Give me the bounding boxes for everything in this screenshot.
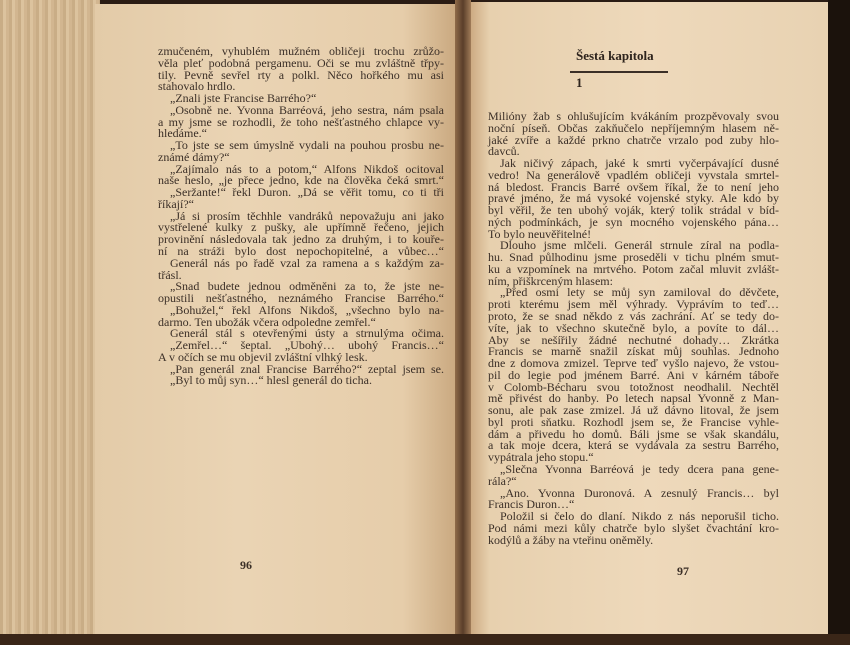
text-line: víte, jak to všechno skutečně bylo, a povíte to dál… bbox=[488, 320, 779, 335]
page-number-left: 96 bbox=[240, 558, 252, 572]
paragraph bbox=[158, 140, 444, 164]
text-line: hledáme.“ bbox=[158, 126, 207, 141]
bottom-edge bbox=[0, 634, 850, 645]
text-line: dne z domova zmizel. Teprve teď vyšlo najevo, že vstou- bbox=[488, 356, 779, 371]
text-line: „Zemřel…“ šeptal. „Ubohý… ubohý Francis…“ bbox=[170, 338, 444, 353]
text-line: noční píseň. Občas zakňučelo nepříjemným hlasem ně- bbox=[488, 120, 779, 135]
text-line: pravé jméno, že má vysoké vojenské styky. Ale kdo by bbox=[488, 191, 779, 206]
paragraph bbox=[158, 340, 444, 364]
paragraph bbox=[158, 161, 444, 188]
text-line: „Zajímalo nás to a potom,“ Alfons Nikdoš ocitoval bbox=[170, 161, 444, 176]
text-line: kodýlů a žáby na vteřinu oněměly. bbox=[488, 532, 654, 547]
left-page-text bbox=[158, 46, 444, 387]
paragraph bbox=[158, 302, 444, 329]
paragraph bbox=[158, 375, 444, 387]
text-line: a tak moje dcera, která se vydávala za sestru Barrého, bbox=[488, 438, 779, 453]
right-page-text bbox=[488, 111, 779, 546]
text-line: opustili nešťastného, neznámého Francise Barrého.“ bbox=[158, 291, 444, 306]
paragraph bbox=[488, 511, 779, 546]
text-line: Aby se nešířily žádné nechutné dohady… Zkrátka bbox=[488, 332, 779, 347]
text-line: ná bledost. Francis Barré ovšem říkal, že to není jeho bbox=[488, 179, 779, 194]
text-line: stahovalo hrdlo. bbox=[158, 79, 236, 94]
page-stack bbox=[0, 0, 100, 635]
text-line: „Osobně ne. Yvonna Barréová, jeho sestra, nám psala bbox=[170, 102, 444, 117]
text-line: věla pleť podobná pergamenu. Oči se mu zvláštně třpy- bbox=[158, 55, 444, 70]
paragraph bbox=[158, 208, 444, 259]
text-line: Jak ničivý zápach, jaké k smrti vyčerpávající dusné bbox=[500, 156, 779, 171]
text-line: sonu, ale pak zase zmizel. Já už dávno litoval, že jsem bbox=[488, 403, 779, 418]
text-line: tily. Pevně sevřel rty a polkl. Něco hořkého mu asi bbox=[158, 67, 444, 82]
text-line: vedro! Na generálově vpadlém obličeji vyvstala smrtel- bbox=[488, 167, 779, 182]
text-line: „Znali jste Francise Barrého?“ bbox=[170, 91, 317, 106]
text-line: třásl. bbox=[158, 267, 182, 282]
chapter-title: Šestá kapitola bbox=[576, 48, 654, 63]
text-line: proti kterému jsem měl výhrady. Vyprávím to teď… bbox=[488, 297, 779, 312]
text-line: mě přivést do hanby. Po letech napsal Yvonně z Man- bbox=[488, 391, 779, 406]
book-gutter bbox=[455, 0, 471, 640]
text-line: proto, že se snad někdo z vás zachrání. Ať se tedy do- bbox=[488, 309, 779, 324]
text-line: v Colomb-Bécharu svou totožnost neodhalil. Nechtěl bbox=[488, 379, 779, 394]
text-line: Milióny žab s ohlušujícím kvákáním prozpěvovaly svou bbox=[488, 109, 779, 123]
text-line: říkají?“ bbox=[158, 196, 194, 211]
paragraph bbox=[488, 111, 779, 158]
text-line: „Bohužel,“ řekl Alfons Nikdoš, „všechno bylo na- bbox=[170, 302, 444, 317]
text-line: Položil si čelo do dlaní. Nikdo z nás neporušil ticho. bbox=[500, 509, 779, 524]
text-line: „Byl to můj syn…“ hlesl generál do ticha. bbox=[170, 373, 372, 388]
text-line: jaké zvíře a každé prkno chatrče vrzalo pod zuby hlo- bbox=[488, 132, 779, 147]
text-line: „Já si prosím těchhle vandráků nepovažuju ani jako bbox=[170, 208, 444, 223]
paragraph bbox=[488, 461, 779, 488]
paragraph bbox=[158, 187, 444, 211]
text-line: Generál stál s otevřenými ústy a strnulýma očima. bbox=[170, 326, 444, 341]
text-line: „Pan generál znal Francise Barrého?“ zeptal jsem se. bbox=[170, 361, 444, 376]
paragraph bbox=[488, 485, 779, 512]
text-line: byl věřil, že ten ubohý voják, který tolik strádal v bíd- bbox=[488, 203, 779, 218]
text-line: vypátrala jeho stopu.“ bbox=[488, 450, 594, 465]
text-line: provinění následovala tak jedno za druhým, i to kouře- bbox=[158, 232, 444, 247]
text-line: „Před osmi lety se můj syn zamiloval do děvčete, bbox=[500, 285, 779, 300]
text-line: Francis se marně snažil získat můj souhlas. Jednoho bbox=[488, 344, 779, 359]
text-line: a my jsme se rozhodli, že toho nešťastného chlapce vy- bbox=[158, 114, 444, 129]
paragraph bbox=[488, 287, 779, 463]
paragraph bbox=[158, 102, 444, 141]
text-line: ných podmínkách, je syn mocného vojenského pána… bbox=[488, 214, 779, 229]
text-line: zmučeném, vyhublém mužném obličeji trochu zrůžo- bbox=[158, 44, 444, 58]
text-line: „Slečna Yvonna Barréová je tedy dcera pana gene- bbox=[500, 461, 779, 476]
chapter-rule bbox=[570, 71, 668, 73]
paragraph bbox=[158, 255, 444, 282]
text-line: „To jste se sem úmyslně vydali na pouhou prosbu ne- bbox=[170, 138, 444, 153]
page-number-right: 97 bbox=[677, 564, 689, 578]
text-line: pil do legie pod jménem Barré. Ani v kárném táboře bbox=[488, 367, 779, 382]
text-line: vystřelené kulky z pušky, ale upřímně řečeno, jejich bbox=[158, 220, 444, 235]
text-line: „Seržante!“ řekl Duron. „Dá se věřit tomu, co ti tři bbox=[170, 185, 444, 200]
text-line: hu. Snad půlhodinu jsme proseděli v tichu plném smut- bbox=[488, 250, 779, 265]
text-line: dám a přivedu ho domů. Báli jsme se však skandálu, bbox=[488, 426, 779, 441]
text-line: byl proti sňatku. Rozhodl jsem se, že Francise vyhle- bbox=[488, 414, 779, 429]
paragraph bbox=[488, 240, 779, 287]
text-line: darmo. Ten ubožák včera odpoledne zemřel.“ bbox=[158, 314, 376, 329]
text-line: známé dámy?“ bbox=[158, 149, 230, 164]
right-edge bbox=[828, 0, 850, 645]
text-line: Generál nás po řadě vzal za ramena a s každým za- bbox=[170, 255, 444, 270]
text-line: Francis Duron…“ bbox=[488, 497, 575, 512]
paragraph bbox=[488, 158, 779, 240]
text-line: A v očích se mu objevil zvláštní vlhký lesk. bbox=[158, 349, 368, 364]
text-line: To bylo neuvěřitelné! bbox=[488, 226, 592, 241]
paragraph bbox=[158, 46, 444, 93]
text-line: Dlouho jsme mlčeli. Generál strnule zíral na podla- bbox=[500, 238, 779, 253]
text-line: Pod námi mezi kůly chatrče bylo slyšet čvachtání kro- bbox=[488, 520, 779, 535]
text-line: „Ano. Yvonna Duronová. A zesnulý Francis… byl bbox=[500, 485, 779, 500]
text-line: davců. bbox=[488, 144, 520, 159]
text-line: rála?“ bbox=[488, 473, 517, 488]
text-line: ním, přiškrceným hlasem: bbox=[488, 273, 613, 288]
paragraph bbox=[158, 281, 444, 305]
text-line: „Snad budete jednou odměněni za to, že jste ne- bbox=[170, 279, 444, 294]
text-line: ku a vzpomínek na mrtvého. Potom začal mluvit zvlášt- bbox=[488, 261, 779, 276]
text-line: naše heslo, „je přece jedno, kde na člověka čeká smrt.“ bbox=[158, 173, 444, 188]
text-line: ní na stráži bylo dost nepochopitelné, a vůbec…“ bbox=[158, 244, 444, 259]
section-number: 1 bbox=[576, 75, 583, 90]
